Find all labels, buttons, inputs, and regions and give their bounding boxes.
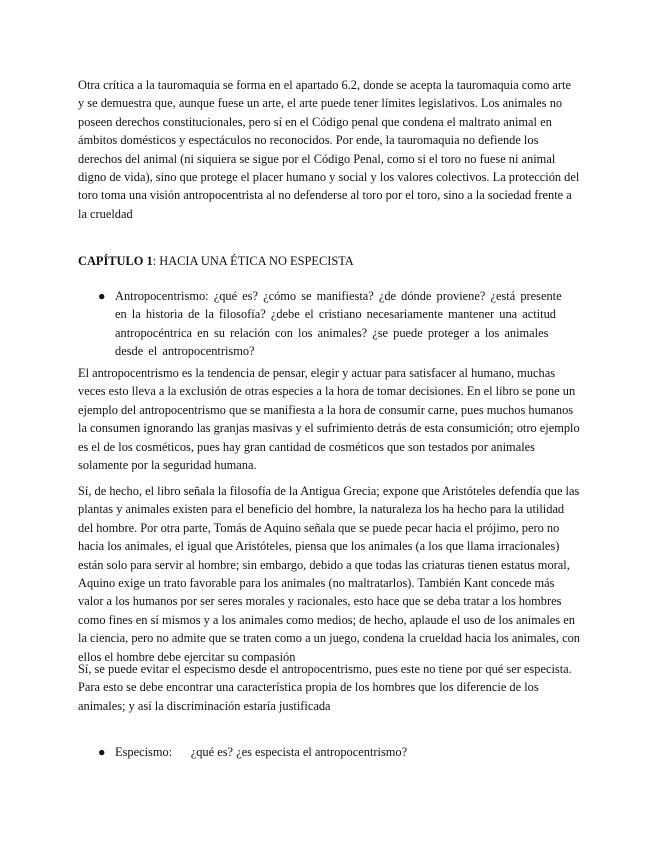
bullet-marker: ● <box>98 289 106 303</box>
paragraph-evitar-especismo: Sí, se puede evitar el especismo desde el antropocentrismo, pues este no tiene por qué ser especista. Para esto se debe encontrar una característica propia de los hombres que los diferencie de los animales; y así la discriminación estaría justificada <box>78 662 572 713</box>
bullet-antropocentrismo-text: Antropocentrismo: ¿qué es? ¿cómo se manifiesta? ¿de dónde proviene? ¿está presente en la historia de la filosofía? ¿debe el cristiano necesariamente mantener una actitud antropocéntrica en su relación con los animales? ¿se puede proteger a los animales desde el antropocentrismo? <box>115 289 562 359</box>
chapter-title: : HACIA UNA ÉTICA NO ESPECISTA <box>152 254 354 268</box>
paragraph-tauromaquia: Otra crítica a la tauromaquia se forma en el apartado 6.2, donde se acepta la tauromaquia como arte y se demuestra que, aunque fuese un arte, el arte puede tener límites legislativos. Los animales no poseen derechos constitucionales, pero sí en el Código penal que condena el maltrato animal en ámbitos domésticos y espectáculos no reconocidos. Por ende, la tauromaquia no defiende los derechos del animal (ni siquiera se sigue por el Código Penal, como si el toro no fuese ni animal digno de vida), sino que protege el placer humano y social y los valores colectivos. La protección del toro toma una visión antropocentrista al no defenderse al toro por el toro, sino a la sociedad frente a la crueldad <box>78 78 580 221</box>
paragraph-filosofia-historia: Sí, de hecho, el libro señala la filosofía de la Antigua Grecia; expone que Aristóteles defendía que las plantas y animales existen para el beneficio del hombre, la naturaleza los ha hecho para la utilidad del hombre. Por otra parte, Tomás de Aquino señala que se puede pecar hacia el prójimo, pero no hacia los animales, el igual que Aristóteles, piensa que los animales (a los que llama irracionales) están solo para servir al hombre; sin embargo, debido a que todas las criaturas tienen estatus moral, Aquino exige un trato favorable para los animales (no maltratarlos). También Kant concede más valor a los humanos por ser seres morales y racionales, esto hace que se deba tratar a los hombres como fines en sí mismos y a los animales como medios; de hecho, aplaude el uso de los animales en la ciencia, pero no admite que se traten como a un juego, condena la crueldad hacia los animales, con ellos el hombre debe ejercitar su compasión <box>78 484 580 664</box>
paragraph-antropocentrismo-definicion: El antropocentrismo es la tendencia de pensar, elegir y actuar para satisfacer al humano, muchas veces esto lleva a la exclusión de otras especies a la hora de tomar decisiones. En el libro se pone un ejemplo del antropocentrismo que se manifiesta a la hora de consumir carne, pues muchos humanos la consumen ignorando las granjas masivas y el sufrimiento detrás de esta consumición; otro ejemplo es el de los cosméticos, pues hay gran cantidad de cosméticos que son testados por animales solamente por la seguridad humana. <box>78 366 580 473</box>
chapter-heading <box>78 252 580 270</box>
chapter-label: CAPÍTULO 1 <box>78 254 153 268</box>
bullet-marker: ● <box>98 745 106 759</box>
bullet-especismo-text: Especismo: ¿qué es? ¿es especista el antropocentrismo? <box>115 745 408 759</box>
